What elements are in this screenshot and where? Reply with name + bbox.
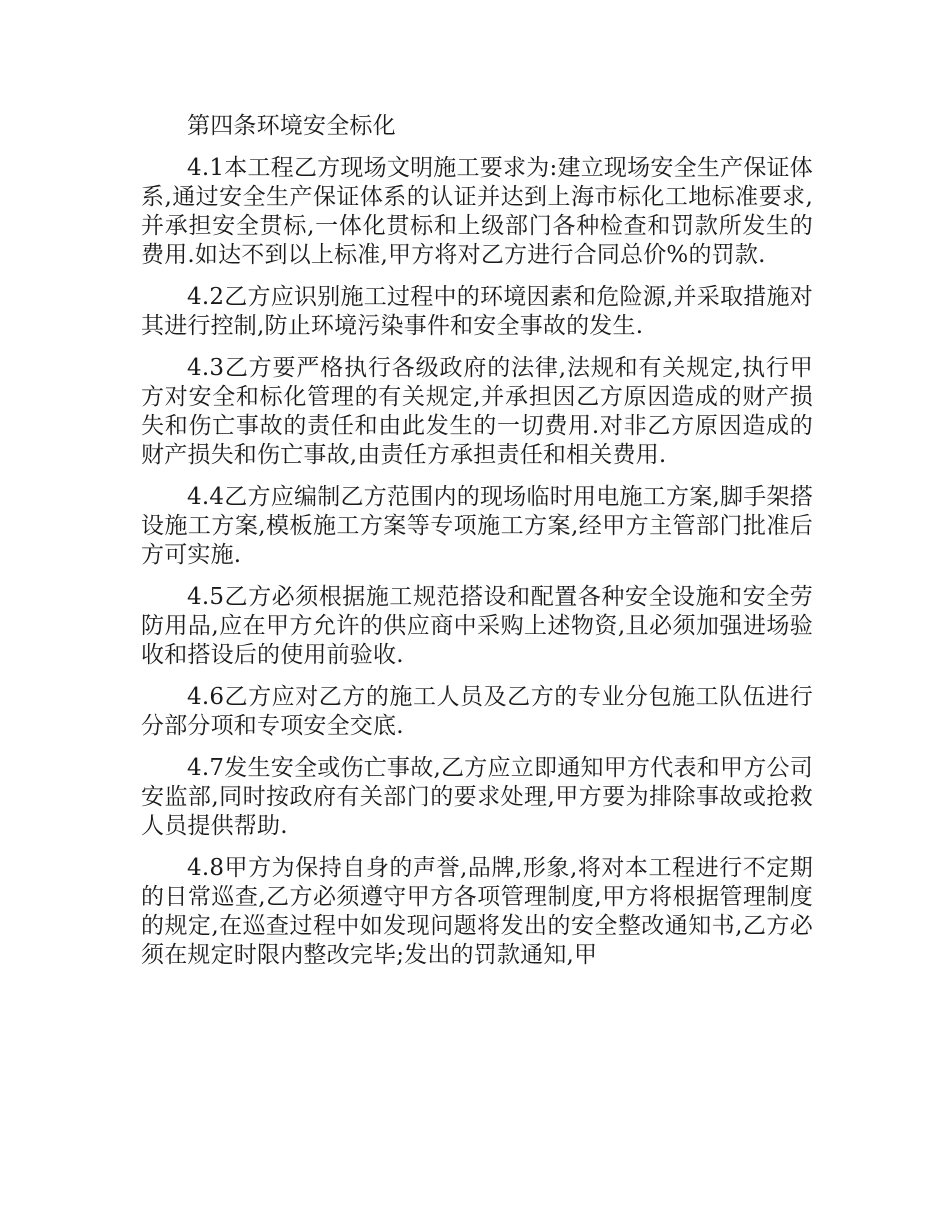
clause-4-2: 4.2乙方应识别施工过程中的环境因素和危险源,并采取措施对其进行控制,防止环境污染事件和安全事故的发生.: [141, 284, 813, 339]
clause-4-5: 4.5乙方必须根据施工规范搭设和配置各种安全设施和安全劳防用品,应在甲方允许的供应商中采购上述物资,且必须加强进场验收和搭设后的使用前验收.: [141, 584, 813, 668]
clause-4-3: 4.3乙方要严格执行各级政府的法律,法规和有关规定,执行甲方对安全和标化管理的有关规定,并承担因乙方原因造成的财产损失和伤亡事故的责任和由此发生的一切费用.对非乙方原因造成的财产损失和伤亡事故,由责任方承担责任和相关费用.: [141, 355, 813, 468]
clause-4-7: 4.7发生安全或伤亡事故,乙方应立即通知甲方代表和甲方公司安监部,同时按政府有关部门的要求处理,甲方要为排除事故或抢救人员提供帮助.: [141, 755, 813, 839]
clause-4-8: 4.8甲方为保持自身的声誉,品牌,形象,将对本工程进行不定期的日常巡查,乙方必须遵守甲方各项管理制度,甲方将根据管理制度的规定,在巡查过程中如发现问题将发出的安全整改通知书,乙方必须在规定时限内整改完毕;发出的罚款通知,甲: [141, 855, 813, 968]
section-heading: 第四条环境安全标化: [187, 113, 396, 139]
clause-4-1: 4.1本工程乙方现场文明施工要求为:建立现场安全生产保证体系,通过安全生产保证体系的认证并达到上海市标化工地标准要求,并承担安全贯标,一体化贯标和上级部门各种检查和罚款所发生的费用.如达不到以上标准,甲方将对乙方进行合同总价%的罚款.: [141, 155, 813, 268]
clause-4-6: 4.6乙方应对乙方的施工人员及乙方的专业分包施工队伍进行分部分项和专项安全交底.: [141, 684, 813, 739]
document-body: [141, 112, 813, 983]
clause-4-4: 4.4乙方应编制乙方范围内的现场临时用电施工方案,脚手架搭设施工方案,模板施工方案等专项施工方案,经甲方主管部门批准后方可实施.: [141, 484, 813, 568]
